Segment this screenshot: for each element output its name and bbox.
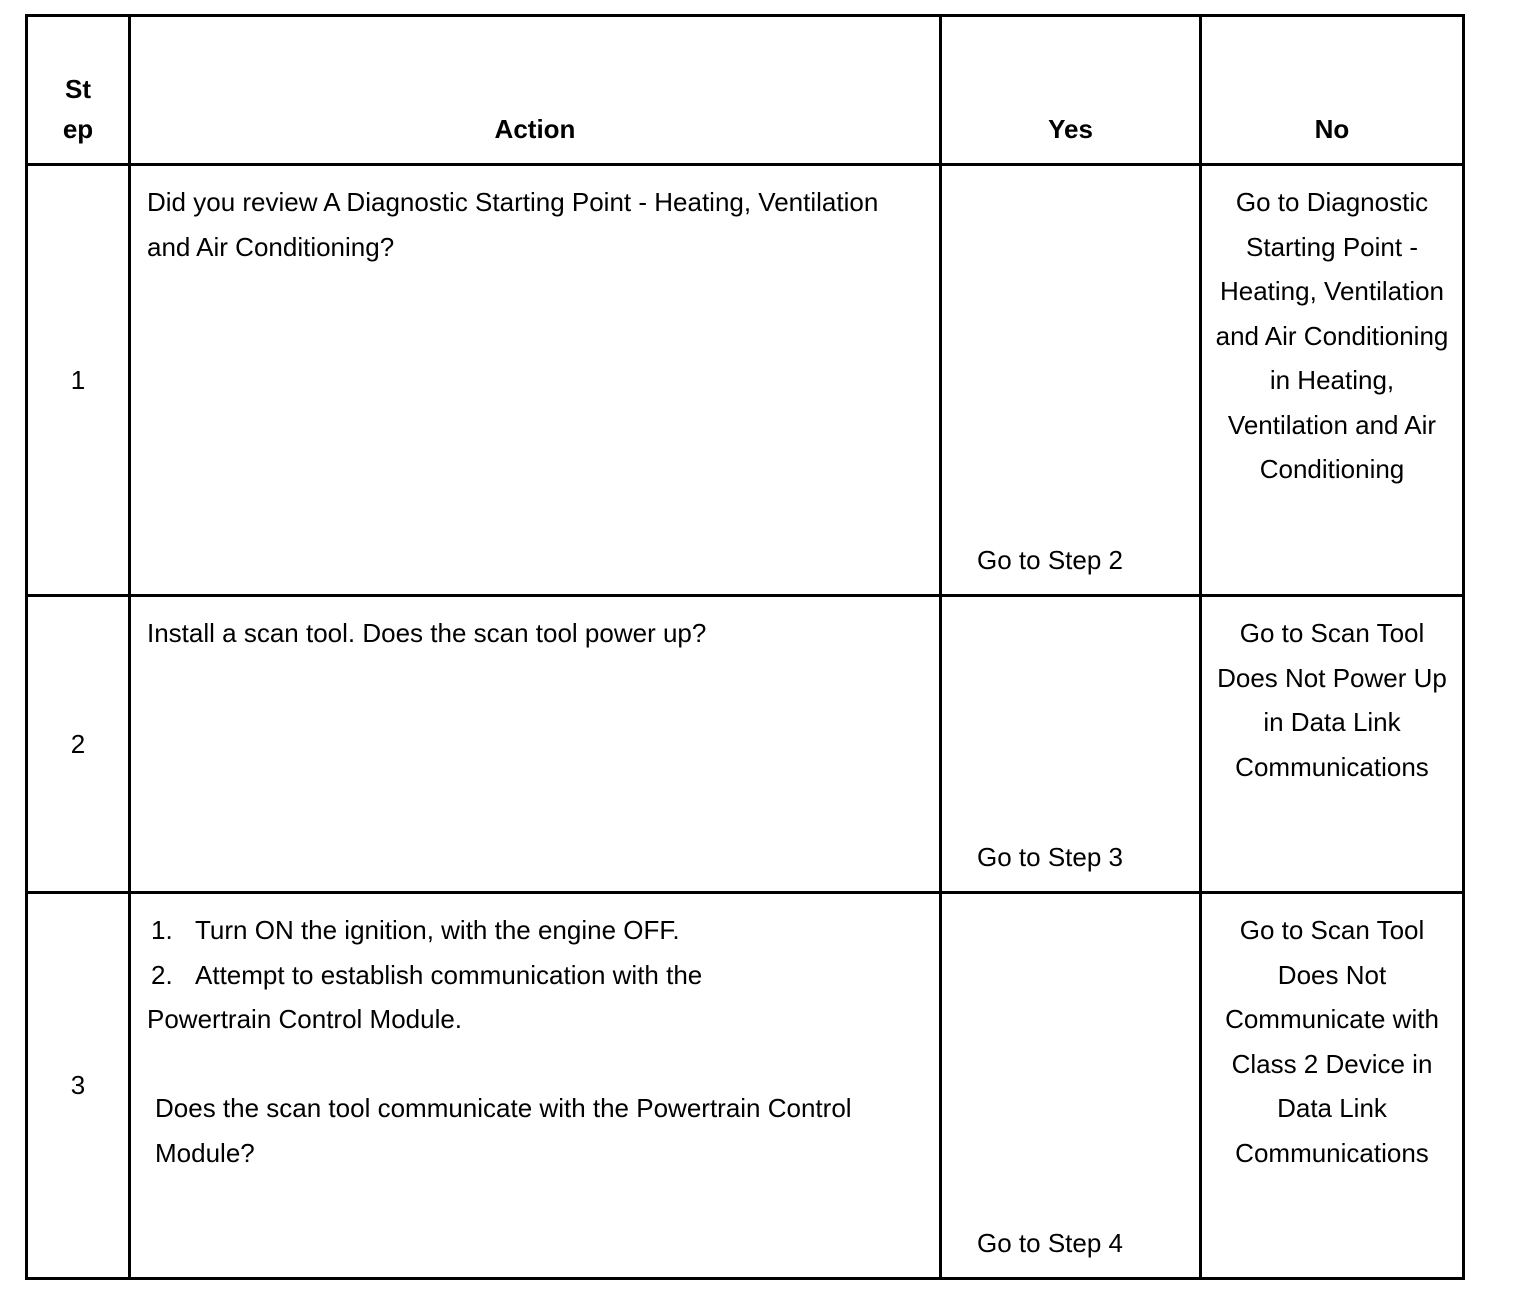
action-list-item xyxy=(147,908,925,953)
action-text: Install a scan tool. Does the scan tool power up? xyxy=(130,596,941,893)
header-step xyxy=(27,16,130,165)
list-item-number: 2. xyxy=(151,959,173,990)
list-item-text: Turn ON the ignition, with the engine OFF. xyxy=(195,915,680,945)
list-item-text: Attempt to establish communication with the xyxy=(195,959,703,990)
header-no: No xyxy=(1201,16,1464,165)
no-link[interactable]: Go to Scan Tool Does Not Communicate with Class 2 Device in Data Link Communications xyxy=(1201,893,1464,1279)
action-text: Did you review A Diagnostic Starting Point - Heating, Ventilation and Air Conditioning? xyxy=(130,165,941,596)
no-link[interactable]: Go to Scan Tool Does Not Power Up in Data Link Communications xyxy=(1201,596,1464,893)
list-item-number: 1. xyxy=(151,915,173,945)
no-link[interactable]: Go to Diagnostic Starting Point - Heating, Ventilation and Air Conditioning in Heating, Ventilation and Air Conditioning xyxy=(1201,165,1464,596)
table-row xyxy=(27,893,1464,1279)
yes-link[interactable]: Go to Step 4 xyxy=(941,893,1201,1279)
action-question: Does the scan tool communicate with the Powertrain Control Module? xyxy=(155,1093,852,1168)
action-continuation: Powertrain Control Module. xyxy=(147,1004,463,1034)
table-row xyxy=(27,596,1464,893)
header-step-line1: St xyxy=(65,74,91,104)
spacer xyxy=(147,1042,925,1087)
header-action: Action xyxy=(130,16,941,165)
header-step-line2: ep xyxy=(62,114,94,144)
yes-link[interactable]: Go to Step 3 xyxy=(941,596,1201,893)
yes-link[interactable]: Go to Step 2 xyxy=(941,165,1201,596)
step-number: 2 xyxy=(27,596,130,893)
action-text xyxy=(130,893,941,1279)
table-header-row xyxy=(27,16,1464,165)
diagnostic-table xyxy=(25,14,1465,1280)
step-number: 3 xyxy=(27,893,130,1279)
action-list-item xyxy=(147,953,925,998)
header-yes: Yes xyxy=(941,16,1201,165)
table-row xyxy=(27,165,1464,596)
step-number: 1 xyxy=(27,165,130,596)
